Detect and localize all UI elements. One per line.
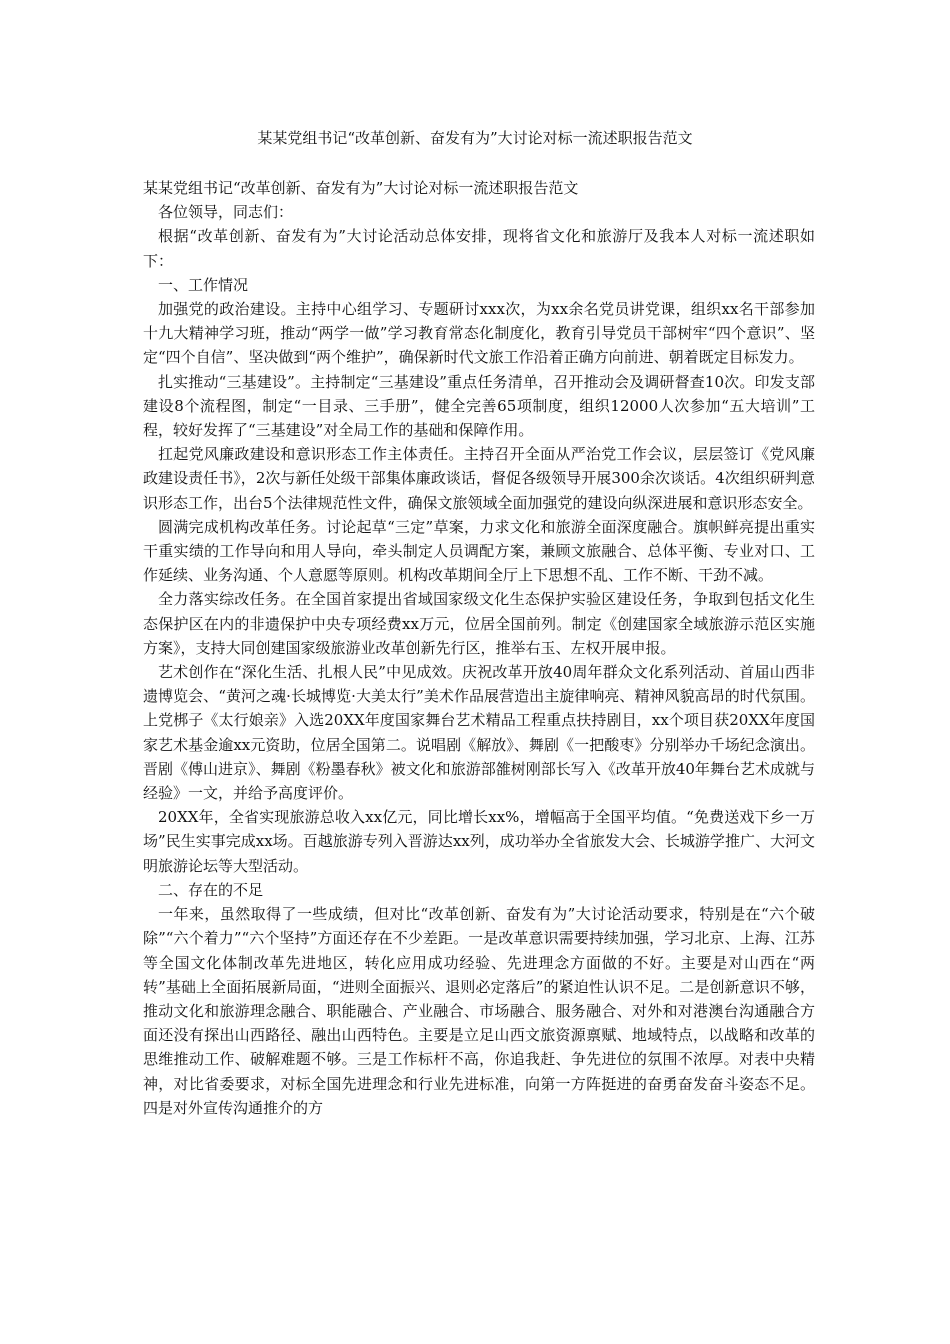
paragraph-integrity: 扛起党风廉政建设和意识形态工作主体责任。主持召开全面从严治党工作会议，层层签订《党风廉政建设责任书》，2次与新任处级干部集体廉政谈话，督促各级领导开展300余次谈话。4次组织研判意识形态工作，出台5个法律规范性文件，确保文旅领域全面加强党的建设向纵深进展和意识形态安全。 <box>143 445 815 512</box>
document-body <box>143 176 815 1120</box>
section-heading-work: 一、工作情况 <box>158 275 249 294</box>
paragraph-reform: 圆满完成机构改革任务。讨论起草“三定”草案，力求文化和旅游全面深度融合。旗帜鲜亮提出重实干重实绩的工作导向和用人导向，牵头制定人员调配方案，兼顾文旅融合、总体平衡、专业对口、工作延续、业务沟通、个人意愿等原则。机构改革期间全厅上下思想不乱、工作不断、干劲不减。 <box>143 517 815 585</box>
document-title: 某某党组书记“改革创新、奋发有为”大讨论对标一流述职报告范文 <box>257 129 693 147</box>
paragraph-heading-repeat: 某某党组书记“改革创新、奋发有为”大讨论对标一流述职报告范文 <box>143 179 579 197</box>
paragraph-intro: 根据“改革创新、奋发有为”大讨论活动总体安排，现将省文化和旅游厅及我本人对标一流述职如下： <box>143 227 815 270</box>
paragraph-comprehensive-reform: 全力落实综改任务。在全国首家提出省域国家级文化生态保护实验区建设任务，争取到包括文化生态保护区在内的非遗保护中央专项经费xx万元，位居全国前列。制定《创建国家全域旅游示范区实施方案》，支持大同创建国家级旅游业改革创新先行区，推举右玉、左权开展申报。 <box>143 590 815 657</box>
paragraph-shortcomings: 一年来，虽然取得了一些成绩，但对比“改革创新、奋发有为”大讨论活动要求，特别是在“六个破除”“六个着力”“六个坚持”方面还存在不少差距。一是改革意识需要持续加强，学习北京、上海、江苏等全国文化体制改革先进地区，转化应用成功经验、先进理念方面做的不好。主要是对山西在“两转”基础上全面拓展新局面，“进则全面振兴、退则必定落后”的紧迫性认识不足。二是创新意识不够，推动文化和旅游理念融合、职能融合、产业融合、市场融合、服务融合、对外和对港澳台沟通融合方面还没有探出山西路径、融出山西特色。主要是立足山西文旅资源禀赋、地域特点，以战略和改革的思维推动工作、破解难题不够。三是工作标杆不高，你追我赶、争先进位的氛围不浓厚。对表中央精神，对比省委要求，对标全国先进理念和行业先进标准，向第一方阵挺进的奋勇奋发奋斗姿态不足。四是对外宣传沟通推介的方 <box>143 905 815 1117</box>
section-heading-shortcomings: 二、存在的不足 <box>158 880 264 899</box>
paragraph-art-creation: 艺术创作在“深化生活、扎根人民”中见成效。庆祝改革开放40周年群众文化系列活动、首届山西非遗博览会、“黄河之魂·长城博览·大美太行”美术作品展营造出主旋律响亮、精神风貌高昂的时代氛围。上党梆子《太行娘亲》入选20XX年度国家舞台艺术精品工程重点扶持剧目，xx个项目获20XX年度国家艺术基金逾xx元资助，位居全国第二。说唱剧《解放》、舞剧《一把酸枣》分别举办千场纪念演出。晋剧《傅山进京》、舞剧《粉墨春秋》被文化和旅游部雒树刚部长写入《改革开放40年舞台艺术成就与经验》一文，并给予高度评价。 <box>143 663 815 803</box>
paragraph-political-building: 加强党的政治建设。主持中心组学习、专题研讨xxx次，为xx余名党员讲党课，组织xx名干部参加十九大精神学习班，推动“两学一做”学习教育常态化制度化，教育引导党员干部树牢“四个意识”、坚定“四个自信”、坚决做到“两个维护”，确保新时代文旅工作沿着正确方向前进、朝着既定目标发力。 <box>143 300 815 367</box>
paragraph-salutation: 各位领导，同志们： <box>158 203 294 222</box>
paragraph-tourism: 20XX年，全省实现旅游总收入xx亿元，同比增长xx%，增幅高于全国平均值。“免费送戏下乡一万场”民生实事完成xx场。百越旅游专列入晋游达xx列，成功举办全省旅发大会、长城游学推广、大河文明旅游论坛等大型活动。 <box>143 808 815 875</box>
paragraph-three-basics: 扎实推动“三基建设”。主持制定“三基建设”重点任务清单，召开推动会及调研督查10次。印发支部建设8个流程图，制定“一目录、三手册”，健全完善65项制度，组织12000人次参加“五大培训”工程，较好发挥了“三基建设”对全局工作的基础和保障作用。 <box>143 372 815 440</box>
